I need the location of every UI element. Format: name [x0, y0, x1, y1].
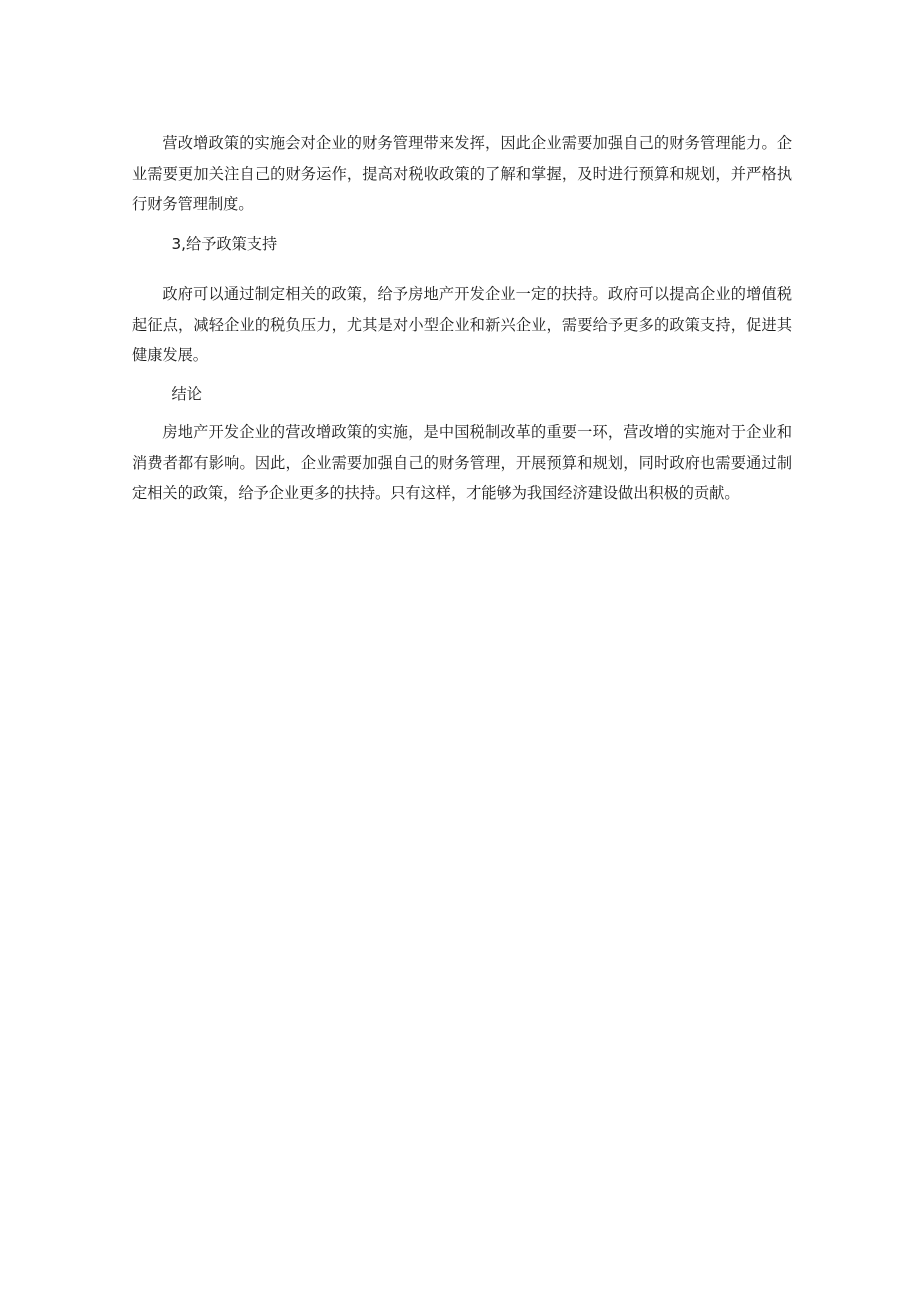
- paragraph-government-support: 政府可以通过制定相关的政策，给予房地产开发企业一定的扶持。政府可以提高企业的增值税起征点，减轻企业的税负压力，尤其是对小型企业和新兴企业，需要给予更多的政策支持，促进其健康发展。: [132, 285, 792, 364]
- spacer: [132, 409, 792, 417]
- spacer: [132, 220, 792, 229]
- spacer: [132, 371, 792, 379]
- section-heading-conclusion: 结论: [171, 384, 202, 403]
- document-body: [132, 128, 792, 509]
- paragraph-financial-management: 营改增政策的实施会对企业的财务管理带来发挥，因此企业需要加强自己的财务管理能力。企业需要更加关注自己的财务运作，提高对税收政策的了解和掌握，及时进行预算和规划，并严格执行财务管理制度。: [132, 134, 792, 213]
- paragraph-conclusion: 房地产开发企业的营改增政策的实施，是中国税制改革的重要一环，营改增的实施对于企业和消费者都有影响。因此，企业需要加强自己的财务管理，开展预算和规划，同时政府也需要通过制定相关的政策，给予企业更多的扶持。只有这样，才能够为我国经济建设做出积极的贡献。: [132, 423, 792, 502]
- spacer: [132, 259, 792, 279]
- section-heading-policy-support: 3,给予政策支持: [171, 234, 278, 253]
